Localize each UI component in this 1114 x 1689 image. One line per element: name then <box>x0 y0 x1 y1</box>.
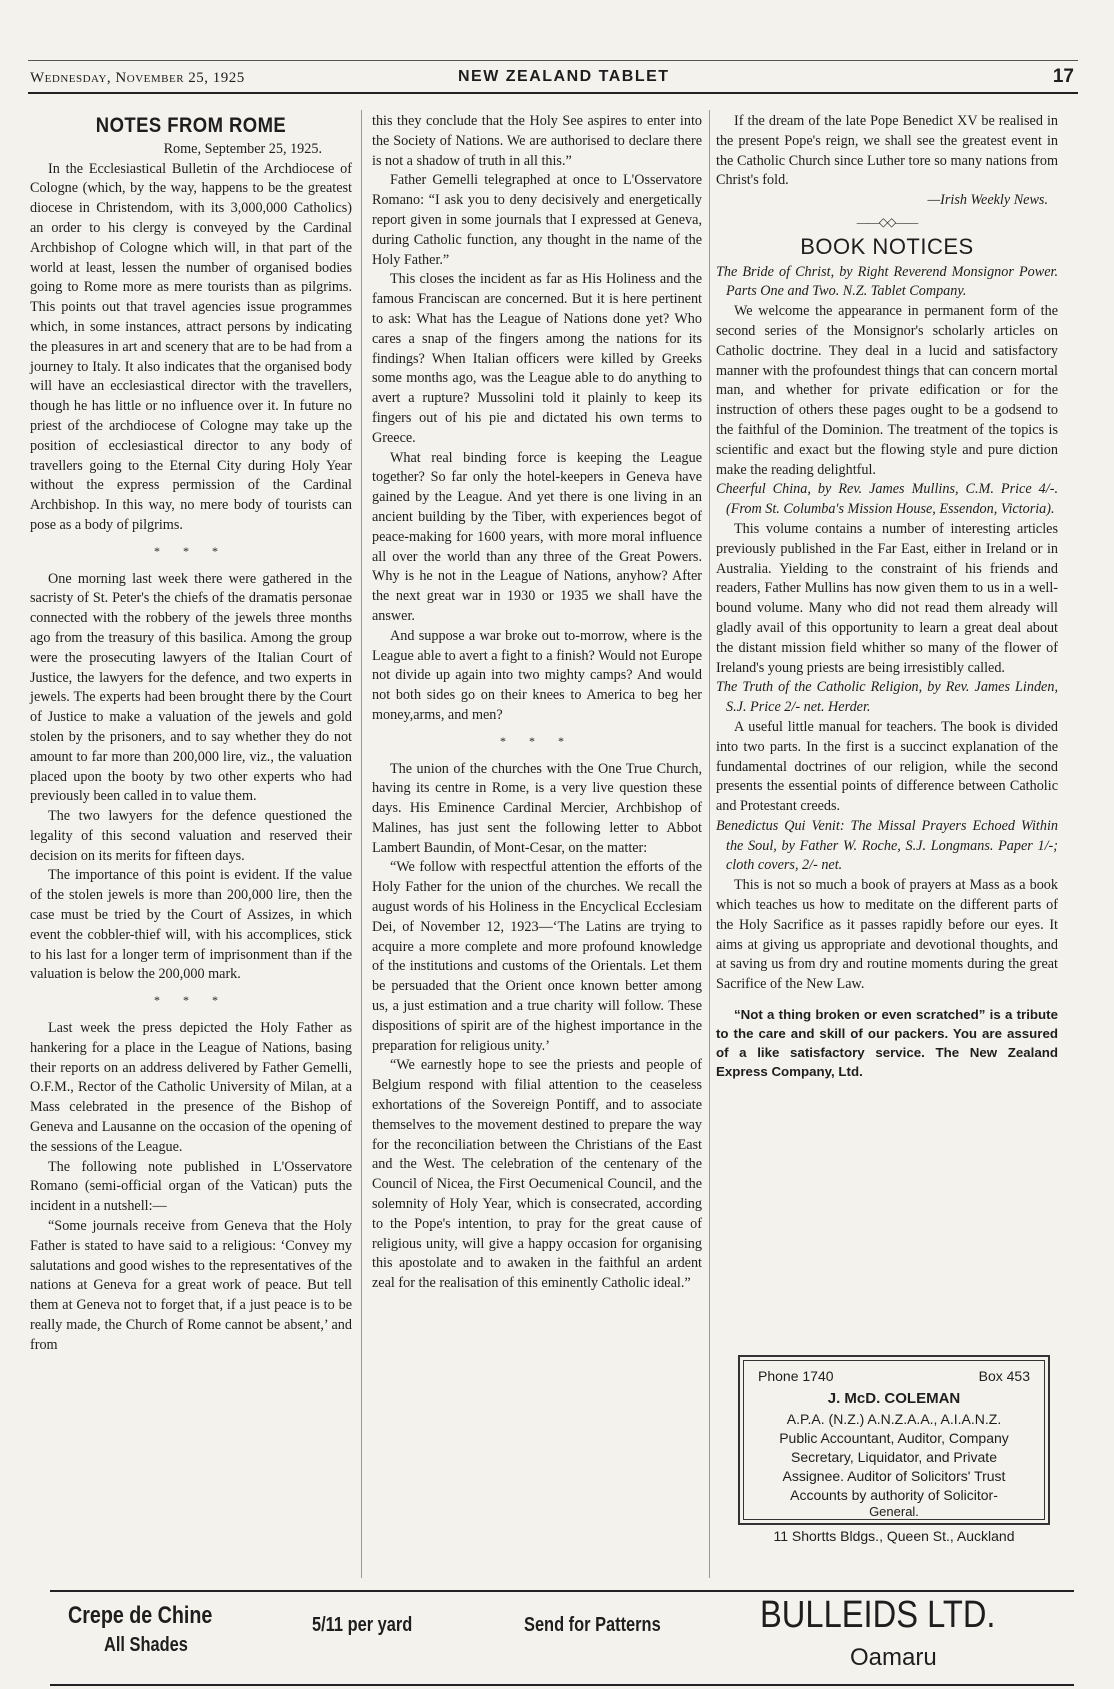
card-line: General. <box>869 1504 919 1519</box>
ad-product: Crepe de Chine <box>68 1602 213 1629</box>
column-left <box>30 112 352 1356</box>
column-middle <box>372 112 702 1294</box>
section-divider: * * * <box>500 733 574 748</box>
book-entry-heading: Benedictus Qui Venit: The Missal Prayers Echoed Within the Soul, by Father W. Roche, S.J. Longmans. Paper 1/-; cloth covers, 2/- net. <box>716 817 1058 874</box>
header-top-rule <box>28 60 1078 61</box>
article-paragraph: Last week the press depicted the Holy Father as hankering for a place in the League of Nations, basing their reports on an address delivered by Father Gemelli, O.F.M., Rector of the Catholic University of Milan, at a Mass celebrated in the presence of the Bishop of Geneva and Lausanne on the occasion of the opening of the sessions of the League. <box>30 1020 352 1155</box>
page-header <box>28 62 1078 94</box>
book-review: A useful little manual for teachers. The book is divided into two parts. In the first is a succinct explanation of the fundamental doctrines of our religion, while the second presents the essential points of difference between Catholic and Protestant creeds. <box>716 718 1058 815</box>
book-review: This volume contains a number of interesting articles previously published in the Far East, either in Ireland or in Australia. Yielding to the constraint of his friends and readers, Father Mullins has now given them to us in a well-bound volume. Many who did not read them already will gladly avail of this opportunity to learn a great deal about the distant mission field whither so many of the flower of Ireland's young priests are being irresistibly called. <box>716 520 1058 676</box>
article-paragraph: The following note published in L'Osservatore Romano (semi-official organ of the Vatican) puts the incident in a nutshell:— <box>30 1158 352 1215</box>
page-number: 17 <box>1052 66 1074 87</box>
article-paragraph: In the Ecclesiastical Bulletin of the Archdiocese of Cologne (which, by the way, happens to be the greatest diocese in Christendom, with its 3,000,000 Catholics) an order to his clergy is conveyed by the Cardinal Archbishop of Cologne which will, in that part of the world at least, lessen the number of organised bodies going to Rome more as mere tourists than as pilgrims. This points out that travel agencies issue programmes which, in some instances, attract persons by indicating the pleasures in art and scenery that are to be had from a journey to Italy. It also indicates that the organised body will have an ecclesiastical director with the travellers, though he has little or no influence over it. In future no priest of the archdiocese of Cologne may take up the position of ecclesiastical director to any body of travellers going to the Eternal City during Holy Year without the express permission of the Cardinal Archbishop. In this way, no mere body of tourists can pose as a body of pilgrims. <box>30 160 352 533</box>
section-divider: * * * <box>154 993 228 1008</box>
card-name: J. McD. COLEMAN <box>827 1390 961 1407</box>
book-review: We welcome the appearance in permanent form of the second series of the Monsignor's scholarly articles on Catholic doctrine. They deal in a lucid and satisfactory manner with the profoundest things that can concern mortal man, and whether for private edification or for the instruction of others these pages ought to be a godsend to the faithful of the Dominion. The treatment of the topics is scientific and exact but the flowing style and pure diction make the reading delightful. <box>716 303 1058 478</box>
card-box: Box 453 <box>978 1368 1030 1384</box>
ornament-divider: ——◇◇—— <box>856 214 918 229</box>
ad-price: 5/11 per yard <box>312 1614 413 1636</box>
ad-town: Oamaru <box>850 1644 937 1671</box>
issue-date: Wednesday, November 25, 1925 <box>30 70 245 86</box>
ad-shades: All Shades <box>104 1634 188 1656</box>
express-company-ad: “Not a thing broken or even scratched” is a tribute to the care and skill of our packers. You are assured of a like satisfactory service. The New Zealand Express Company, Ltd. <box>716 1007 1058 1080</box>
article-paragraph: What real binding force is keeping the League together? So far only the hotel-keepers in Geneva have gained by the League. And yet there is one living in an ancient building by the Tiber, with experiences begot of peace-making for 1600 years, with more moral influence all over the world than any three of the Great Powers. Why is he not in the League of Nations, anyhow? After the next great war in 1930 or 1935 we shall have the answer. <box>372 449 702 624</box>
card-qualifications: A.P.A. (N.Z.) A.N.Z.A.A., A.I.A.N.Z. <box>786 1411 1002 1427</box>
business-card-ad <box>738 1355 1050 1525</box>
article-paragraph: The two lawyers for the defence questioned the legality of this second valuation and reserved their decision on its merits for fifteen days. <box>30 808 352 864</box>
book-entry-heading: The Truth of the Catholic Religion, by Rev. James Linden, S.J. Price 2/- net. Herder. <box>716 679 1058 716</box>
masthead-title: NEW ZEALAND TABLET <box>458 68 670 85</box>
section-title: NOTES FROM ROME <box>95 114 287 137</box>
ad-company: BULLEIDS LTD. <box>760 1594 996 1636</box>
article-paragraph: If the dream of the late Pope Benedict XV be realised in the present Pope's reign, we shall see the greatest event in the Catholic Church since Luther tore so many nations from Christ's fold. <box>716 113 1058 189</box>
column-right <box>716 112 1058 1081</box>
card-line: Assignee. Auditor of Solicitors' Trust <box>782 1468 1006 1484</box>
article-paragraph: “We earnestly hope to see the priests and people of Belgium respond with filial attention to the ceaseless exhortations of the Sovereign Pontiff, and to associate themselves to the movement destined to prepare the way for the reconciliation between the Christians of the East and the West. The celebration of the centenary of the Council of Nicea, the First Oecumenical Council, and the solemnity of Holy Year, which is consecrated, according to the Pope's intention, to pray for the great cause of religious unity, will give a happy occasion for organising this apostolate and to awaken in the faithful an ardent zeal for the realisation of this eminently Catholic ideal.” <box>372 1057 702 1292</box>
card-phone: Phone 1740 <box>758 1368 834 1384</box>
article-paragraph: This closes the incident as far as His Holiness and the famous Franciscan are concerned. But it is here pertinent to ask: What has the League of Nations done yet? Who cares a snap of the fingers among the nations for its findings? When Italian officers were killed by Greeks some months ago, was the League able to do anything to avert a rupture? Mussolini told it plainly to keep its fingers out of his pie and dictated his own terms to Greece. <box>372 271 702 446</box>
article-paragraph: this they conclude that the Holy See aspires to enter into the Society of Nations. We are authorised to declare there is not a shadow of truth in all this.” <box>372 113 702 169</box>
article-paragraph: One morning last week there were gathered in the sacristy of St. Peter's the chiefs of the dramatis personae connected with the robbery of the jewels three months ago from the treasury of this basilica. Among the group were the prosecuting lawyers of the Italian Court of Justice, the lawyers for the defence, and two experts in jewels. The experts had been brought there by the Court of Justice to make a valuation of the jewels and gold stolen by the prisoners, and to say whether they do not amount to far more than 200,000 lire, viz., the valuation placed upon the booty by two other experts who had previously been called in to value them. <box>30 570 352 805</box>
book-review: This is not so much a book of prayers at Mass as a book which teaches us how to meditate on the different parts of the Holy Sacrifice as it passes rapidly before our eyes. It aims at giving us appropriate and devotional thoughts, and at saving us from dry and routine moments during the great Sacrifice of the New Law. <box>716 877 1058 993</box>
article-paragraph: “We follow with respectful attention the efforts of the Holy Father for the union of the churches. We recall the august words of his Holiness in the Encyclical Ecclesiam Dei, of November 12, 1923—‘The Latins are trying to acquire a more complete and more profound knowledge of the institutions and customs of the Orientals. Let them be persuaded that the Orient once known better among us, a just estimation and a true charity will follow. These dispositions of spirit are of the highest importance in the preparation for religious unity.’ <box>372 859 702 1054</box>
column-rule <box>361 110 362 1578</box>
card-line: Accounts by authority of Solicitor- <box>790 1487 998 1503</box>
card-line: Public Accountant, Auditor, Company <box>779 1430 1009 1446</box>
article-paragraph: Father Gemelli telegraphed at once to L'Osservatore Romano: “I ask you to deny decisively and energetically report given in some journals that I expressed at Geneva, during Catholic function, any thought in the name of the Holy Father.” <box>372 172 702 268</box>
article-paragraph: “Some journals receive from Geneva that the Holy Father is stated to have said to a religious: ‘Convey my salutations and good wishes to the representatives of the nations at Geneva for a great work of peace. But tell them at Geneva not to forget that, if a just peace is to be really made, the Church of Rome cannot be absent,’ and from <box>30 1218 352 1353</box>
book-notices <box>716 263 1058 995</box>
book-entry-heading: Cheerful China, by Rev. James Mullins, C.M. Price 4/-. (From St. Columba's Mission House, Essendon, Victoria). <box>716 481 1058 518</box>
article-paragraph: The union of the churches with the One True Church, having its centre in Rome, is a very live question these days. His Eminence Cardinal Mercier, Archbishop of Malines, has just sent the following letter to Abbot Lambert Baundin, of Mont-Cesar, on the matter: <box>372 760 702 856</box>
section-divider: * * * <box>154 543 228 558</box>
article-attribution: —Irish Weekly News. <box>927 192 1048 209</box>
bottom-advertisement <box>50 1590 1074 1686</box>
article-paragraph: The importance of this point is evident. If the value of the stolen jewels is more than 200,000 lire, then the case must be tried by the Court of Assizes, in which event the cobbler-thief will, with his accomplices, stick to his last for a longer term of imprisonment than if the valuation is below the 200,000 mark. <box>30 867 352 983</box>
column-rule <box>709 110 710 1578</box>
dateline: Rome, September 25, 1925. <box>163 140 322 157</box>
ad-patterns: Send for Patterns <box>524 1614 661 1636</box>
book-entry-heading: The Bride of Christ, by Right Reverend Monsignor Power. Parts One and Two. N.Z. Tablet Company. <box>716 263 1058 300</box>
card-line: Secretary, Liquidator, and Private <box>791 1449 997 1465</box>
book-notices-title: BOOK NOTICES <box>800 233 974 259</box>
card-address: 11 Shortts Bldgs., Queen St., Auckland <box>773 1528 1015 1544</box>
article-paragraph: And suppose a war broke out to-morrow, where is the League able to avert a fight to a finish? Would not Europe not divide up again into two mighty camps? And would not both sides go on their knees to America to beg her money,arms, and men? <box>372 627 702 723</box>
